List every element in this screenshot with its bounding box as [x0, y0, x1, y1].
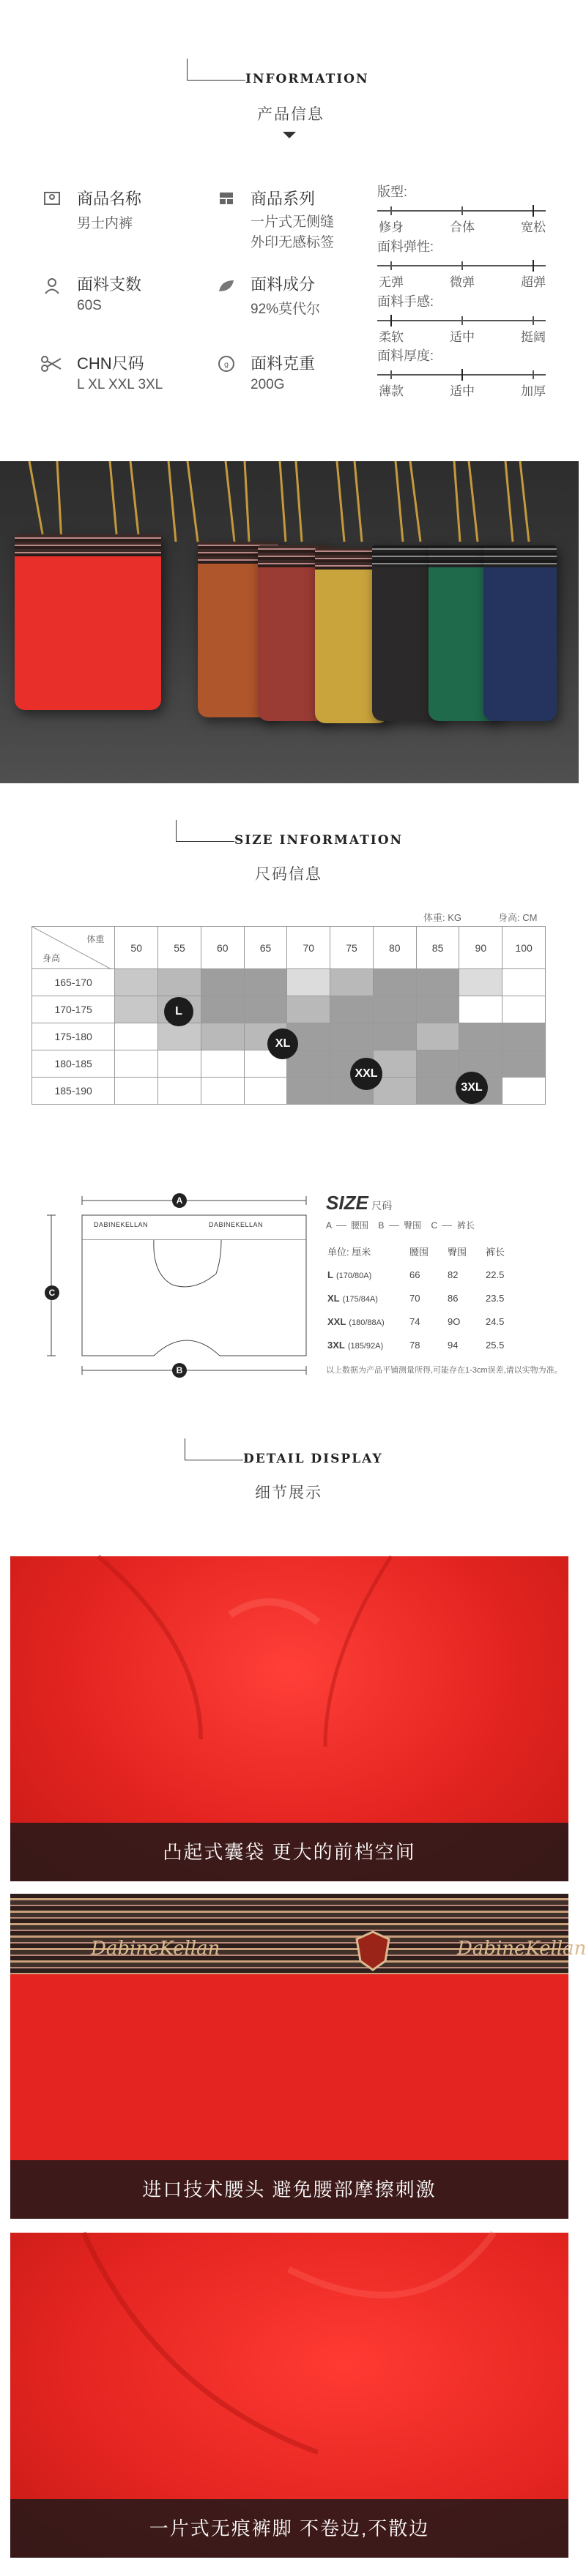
scale-tick [390, 261, 392, 270]
weight-header: 70 [287, 927, 330, 969]
size-cell [115, 996, 158, 1023]
spec-size [327, 1334, 408, 1356]
info-item-series [251, 187, 334, 253]
info-section-title [0, 59, 579, 124]
spec-title-suffix: 尺码 [371, 1200, 393, 1212]
scale-tick [533, 316, 534, 325]
scale-title: 面料厚度: [377, 348, 434, 363]
scale-line [377, 205, 546, 217]
weight-header: 90 [459, 927, 502, 969]
corner-weight-label: 体重 [86, 934, 105, 944]
spec-size-spec: (175/84A) [342, 1294, 378, 1304]
size-cell [416, 1078, 459, 1105]
info-label: 面料支数 [77, 275, 142, 294]
unit-height: 身高: CM [498, 912, 538, 923]
spec-head: 裤长 [486, 1246, 505, 1258]
scale-tick [390, 370, 392, 379]
svg-text:g: g [223, 361, 229, 369]
size-cell [459, 996, 502, 1023]
height-header: 165-170 [32, 969, 115, 996]
detail-photo-pouch [10, 1556, 568, 1881]
spec-row [327, 1263, 522, 1285]
unit-weight: 体重: KG [423, 912, 462, 923]
size-cell [115, 1050, 158, 1078]
label-a: A [172, 1193, 187, 1208]
info-value: L XL XXL 3XL [77, 377, 163, 392]
scale-options [377, 326, 546, 343]
detail-section-title [0, 1438, 579, 1504]
detail-photo-leg [10, 2233, 568, 2558]
scale-line [377, 369, 546, 381]
info-value: 60S [77, 298, 102, 313]
spec-table [326, 1239, 524, 1357]
scale-tick [533, 260, 534, 272]
scale-option: 无弹 [379, 275, 404, 289]
spec-size-spec: (185/92A) [347, 1341, 384, 1351]
size-cell [115, 1078, 158, 1105]
scale-title: 面料弹性: [377, 239, 434, 254]
badge-xl: XL [267, 1028, 298, 1059]
detail-caption: 凸起式囊袋 更大的前档空间 [10, 1823, 568, 1881]
weight-header: 55 [158, 927, 201, 969]
spec-size-spec: (180/88A) [349, 1318, 385, 1327]
scale-tick [533, 370, 534, 379]
spec-value: 74 [409, 1315, 420, 1327]
detail-title-en: DETAIL DISPLAY [243, 1452, 383, 1466]
height-header: 170-175 [32, 996, 115, 1023]
size-cell [158, 1050, 201, 1078]
scale-2 [377, 291, 546, 343]
spec-row [327, 1310, 522, 1332]
spec-size [327, 1263, 408, 1285]
spec-size [327, 1310, 408, 1332]
detail-photo-waistband [10, 1894, 586, 2219]
label-b: B [172, 1363, 187, 1378]
scale-options [377, 272, 546, 288]
size-cell [201, 1050, 244, 1078]
person-icon [42, 277, 62, 296]
info-item-size [77, 351, 163, 393]
waistband-brand-2: DabineKellan [457, 1938, 586, 1960]
size-cell [244, 996, 287, 1023]
badge-xxl: XXL [350, 1058, 382, 1090]
size-title-en: SIZE INFORMATION [234, 833, 404, 848]
title-bracket [185, 1438, 243, 1460]
legend-val: 裤长 [456, 1220, 475, 1231]
info-label: 商品名称 [77, 190, 142, 208]
info-label: 面料克重 [251, 354, 316, 373]
weight-header: 80 [373, 927, 416, 969]
scale-1 [377, 236, 546, 288]
spec-legend [326, 1219, 475, 1231]
height-header: 185-190 [32, 1078, 115, 1105]
spec-value: 94 [448, 1339, 459, 1351]
trunk-red [15, 534, 161, 710]
down-arrow-icon [283, 132, 296, 138]
height-header: 175-180 [32, 1023, 115, 1050]
spec-head: 臀围 [448, 1246, 467, 1258]
size-cell [502, 1078, 546, 1105]
size-cell [416, 969, 459, 996]
weight-header: 100 [502, 927, 546, 969]
scale-option: 修身 [379, 220, 404, 234]
spec-size-code: L [327, 1269, 333, 1280]
size-cell [373, 996, 416, 1023]
size-cell [330, 996, 374, 1023]
legend-val: 臀围 [404, 1220, 422, 1231]
scale-option: 薄款 [379, 384, 404, 398]
scale-option: 合体 [450, 220, 475, 234]
leaf-icon [217, 277, 236, 296]
scale-tick [461, 261, 463, 270]
info-item-weight [251, 351, 315, 393]
detail-caption: 进口技术腰头 避免腰部摩擦刺激 [10, 2160, 568, 2219]
info-value: 男士内裤 [77, 216, 133, 231]
scale-line [377, 260, 546, 272]
size-cell [244, 969, 287, 996]
scale-tick [461, 316, 463, 325]
spec-head: 腰围 [409, 1246, 429, 1258]
crest-icon [355, 1930, 391, 1971]
weight-header: 65 [244, 927, 287, 969]
size-cell [502, 1023, 546, 1050]
weight-icon [217, 354, 236, 373]
spec-value: 82 [448, 1269, 459, 1280]
size-cell [459, 969, 502, 996]
info-label: 商品系列 [251, 190, 316, 208]
label-c: C [45, 1285, 59, 1300]
tag-icon [42, 189, 62, 208]
spec-note: 以上数据为产品平铺测量所得,可能存在1-3cm误差,请以实物为准。 [326, 1366, 563, 1375]
info-title-cn: 产品信息 [257, 106, 324, 123]
spec-value: 9O [448, 1315, 461, 1327]
size-cell [287, 996, 330, 1023]
size-cell [373, 1023, 416, 1050]
scale-option: 微弹 [450, 275, 475, 289]
scale-tick [461, 369, 463, 381]
weight-header: 85 [416, 927, 459, 969]
spec-size [327, 1287, 408, 1309]
scale-title: 面料手感: [377, 294, 434, 309]
size-cell [416, 1023, 459, 1050]
info-value: 一片式无侧缝 外印无感标签 [251, 214, 335, 250]
spec-size-code: XXL [327, 1315, 346, 1327]
size-cell [158, 1078, 201, 1105]
legend-key: C [431, 1220, 438, 1231]
info-title-en: INFORMATION [245, 72, 369, 86]
spec-value: 86 [448, 1292, 459, 1304]
spec-size-spec: (170/80A) [335, 1271, 372, 1280]
legend-key: B [378, 1220, 385, 1231]
size-cell [502, 969, 546, 996]
scale-option: 适中 [450, 330, 475, 344]
size-cell [373, 969, 416, 996]
scale-tick [390, 315, 392, 326]
scale-tick [533, 205, 534, 217]
size-cell [158, 969, 201, 996]
scale-tick [390, 206, 392, 215]
size-cell [416, 1050, 459, 1078]
info-item-count [77, 272, 141, 314]
waistband-brand: DabineKellan [91, 1938, 220, 1960]
scale-tick [461, 206, 463, 215]
scale-option: 加厚 [521, 384, 546, 398]
title-bracket [187, 59, 245, 81]
weight-header: 50 [115, 927, 158, 969]
spec-size-code: 3XL [327, 1339, 345, 1351]
scale-title: 版型: [377, 184, 408, 199]
scale-option: 柔软 [379, 330, 404, 344]
spec-value: 22.5 [486, 1269, 505, 1280]
spec-value: 23.5 [486, 1292, 505, 1304]
info-item-name [77, 187, 141, 232]
height-header: 180-185 [32, 1050, 115, 1078]
product-photo [0, 461, 579, 783]
corner-cell [32, 927, 115, 969]
grid-icon [217, 189, 236, 208]
badge-3xl: 3XL [456, 1072, 488, 1104]
spec-value: 66 [409, 1269, 420, 1280]
size-cell [287, 1078, 330, 1105]
info-item-composition [251, 272, 320, 318]
waistband-graphic [10, 1894, 586, 1974]
scale-option: 挺阔 [521, 330, 546, 344]
size-cell [201, 996, 244, 1023]
legend-key: A [326, 1220, 332, 1231]
weight-header: 60 [201, 927, 244, 969]
scale-0 [377, 182, 546, 233]
spec-value: 25.5 [486, 1339, 505, 1351]
size-cell [330, 969, 374, 996]
detail-caption: 一片式无痕裤脚 不卷边,不散边 [10, 2499, 568, 2558]
size-section-title [0, 820, 579, 886]
detail-title-cn: 细节展示 [255, 1485, 322, 1501]
info-value: 200G [251, 377, 285, 392]
size-cell [201, 1023, 244, 1050]
spec-size-code: XL [327, 1292, 340, 1304]
size-cell [502, 1050, 546, 1078]
badge-l: L [164, 997, 193, 1026]
spec-row [327, 1287, 522, 1309]
size-cell [416, 996, 459, 1023]
spec-value: 78 [409, 1339, 420, 1351]
size-cell [244, 1078, 287, 1105]
size-cell [287, 969, 330, 996]
trunk-navy [483, 545, 557, 721]
size-cell [201, 969, 244, 996]
diagram-brand-left: DABINEKELLAN [94, 1221, 149, 1228]
corner-height-label: 身高 [42, 953, 61, 963]
title-bracket [176, 820, 234, 842]
spec-value: 70 [409, 1292, 420, 1304]
scale-line [377, 315, 546, 326]
size-cell [330, 1023, 374, 1050]
size-cell [201, 1078, 244, 1105]
size-cell [158, 1023, 201, 1050]
scissors-icon [40, 354, 59, 373]
info-label: 面料成分 [251, 275, 316, 294]
spec-title-main: SIZE [326, 1192, 368, 1214]
spec-value: 24.5 [486, 1315, 505, 1327]
spec-row [327, 1334, 522, 1356]
scale-options [377, 217, 546, 233]
scale-options [377, 381, 546, 397]
scale-option: 适中 [450, 384, 475, 398]
spec-title [326, 1192, 392, 1214]
size-cell [502, 996, 546, 1023]
size-cell [459, 1023, 502, 1050]
size-cell [115, 1023, 158, 1050]
scale-option: 超弹 [521, 275, 546, 289]
size-cell [115, 969, 158, 996]
spec-head: 单位: 厘米 [327, 1246, 371, 1258]
info-value: 92%莫代尔 [251, 302, 321, 317]
info-label: CHN尺码 [77, 354, 144, 373]
weight-header: 75 [330, 927, 374, 969]
scale-3 [377, 346, 546, 397]
size-title-cn: 尺码信息 [255, 866, 322, 883]
diagram-brand-right: DABINEKELLAN [209, 1221, 264, 1228]
legend-val: 腰围 [351, 1220, 369, 1231]
scale-option: 宽松 [521, 220, 546, 234]
